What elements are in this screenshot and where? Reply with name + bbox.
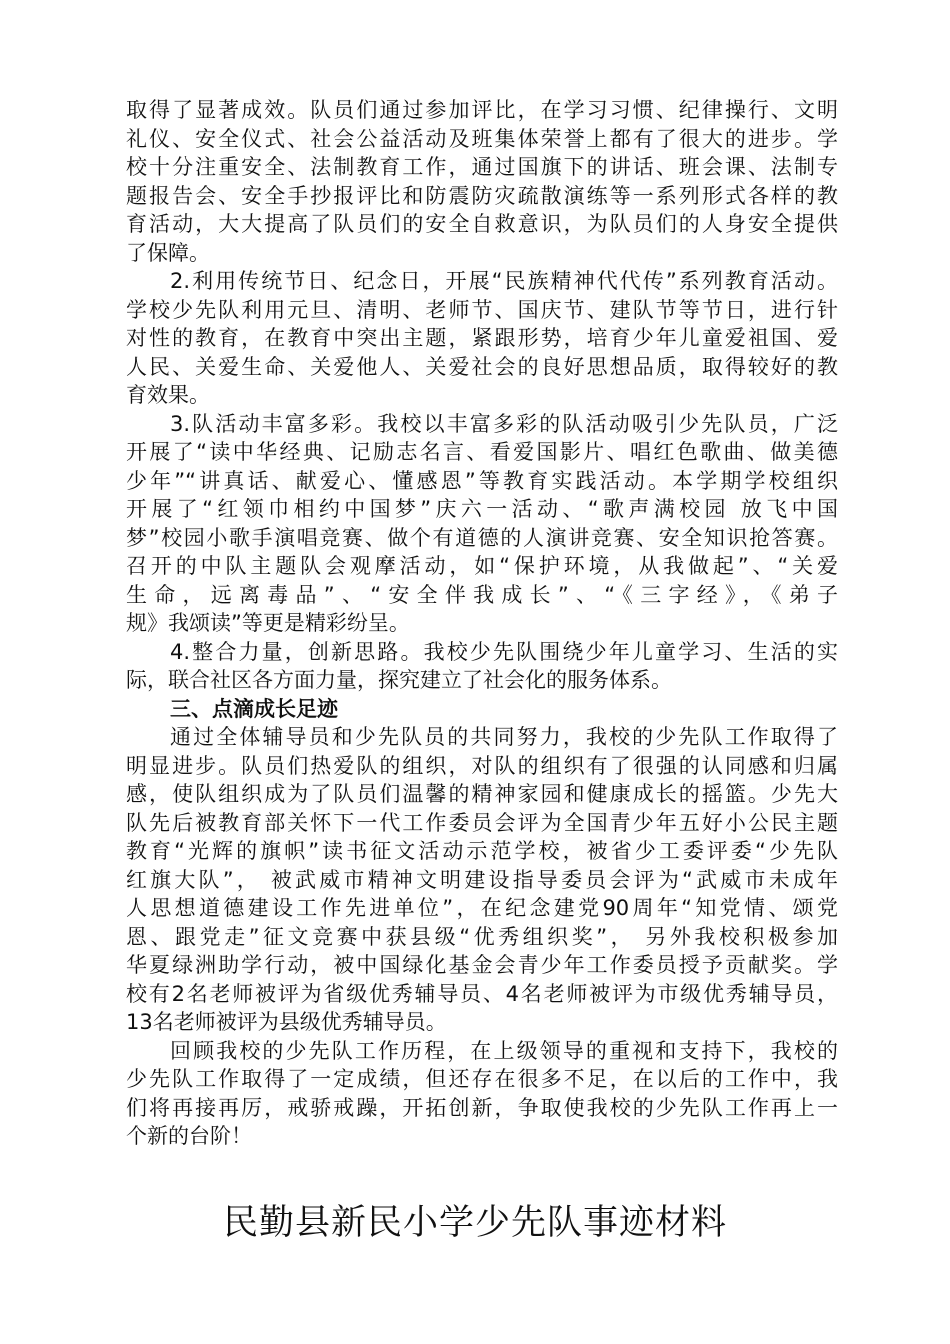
paragraph-line: 对性的教育，在教育中突出主题，紧跟形势，培育少年儿童爱祖国、爱 [126,326,838,350]
paragraph-line: 红旗大队”， 被武威市精神文明建设指导委员会评为“武威市未成年 [126,867,838,892]
paragraph-line: 召开的中队主题队会观摩活动，如“保护环境，从我做起”、“关爱 [126,554,838,578]
paragraph-line: 少先队工作取得了一定成绩，但还存在很多不足，在以后的工作中，我 [126,1067,838,1091]
paragraph-line: 华夏绿洲助学行动，被中国绿化基金会青少年工作委员授予贡献奖。学 [126,953,838,977]
paragraph-line: 礼仪、安全仪式、社会公益活动及班集体荣誉上都有了很大的进步。学 [126,126,838,151]
paragraph-line: 开展了“读中华经典、记励志名言、看爱国影片、唱红色歌曲、做美德 [126,440,838,464]
paragraph-line: 少年”“讲真话、献爱心、懂感恩”等教育实践活动。本学期学校组织 [126,468,838,493]
paragraph-line: 学校少先队利用元旦、清明、老师节、国庆节、建队节等节日，进行针 [126,297,838,322]
paragraph-line: 4.整合力量，创新思路。我校少先队围绕少年儿童学习、生活的实 [170,639,838,664]
document-body [126,96,838,1151]
paragraph-line: 3.队活动丰富多彩。我校以丰富多彩的队活动吸引少先队员，广泛 [170,411,838,436]
paragraph-line: 了保障。 [126,240,210,265]
document-title: 民勤县新民小学少先队事迹材料 [222,1203,727,1243]
paragraph-line: 育活动，大大提高了队员们的安全自救意识，为队员们的人身安全提供 [126,212,838,236]
paragraph-line: 人民、关爱生命、关爱他人、关爱社会的良好思想品质，取得较好的教 [126,354,838,379]
paragraph-line: 通过全体辅导员和少先队员的共同努力，我校的少先队工作取得了 [170,725,838,749]
paragraph-line: 明显进步。队员们热爱队的组织，对队的组织有了很强的认同感和归属 [126,753,838,778]
paragraph-line: 恩、跟党走”征文竞赛中获县级“优秀组织奖”， 另外我校积极参加 [126,924,838,949]
paragraph-line: 际，联合社区各方面力量，探究建立了社会化的服务体系。 [126,668,672,692]
paragraph-line: 人思想道德建设工作先进单位”，在纪念建党90周年“知党情、颂党 [126,896,838,920]
paragraph-line: 题报告会、安全手抄报评比和防震防灾疏散演练等一系列形式各样的教 [126,183,838,208]
paragraph-line: 育效果。 [126,383,210,407]
paragraph-line: 教育“光辉的旗帜”读书征文活动示范学校，被省少工委评委“少先队 [126,839,838,863]
paragraph-line: 取得了显著成效。队员们通过参加评比，在学习习惯、纪律操行、文明 [126,98,838,122]
section-heading: 三、点滴成长足迹 [170,696,338,721]
paragraph-line: 个新的台阶！ [126,1124,252,1148]
paragraph-line: 2.利用传统节日、纪念日，开展“民族精神代代传”系列教育活动。 [170,269,838,293]
paragraph-line: 感，使队组织成为了队员们温馨的精神家园和健康成长的摇篮。少先大 [126,782,838,806]
paragraph-line: 13名老师被评为县级优秀辅导员。 [126,1010,447,1034]
paragraph-line: 队先后被教育部关怀下一代工作委员会评为全国青少年五好小公民主题 [126,810,838,835]
paragraph-line: 们将再接再厉，戒骄戒躁，开拓创新，争取使我校的少先队工作再上一 [126,1095,838,1120]
paragraph-line: 校十分注重安全、法制教育工作，通过国旗下的讲话、班会课、法制专 [126,155,838,179]
paragraph-line: 梦”校园小歌手演唱竞赛、做个有道德的人演讲竞赛、安全知识抢答赛。 [126,525,838,550]
paragraph-line: 回顾我校的少先队工作历程，在上级领导的重视和支持下，我校的 [170,1038,838,1063]
paragraph-line: 生命，远离毒品”、“安全伴我成长”、“《三字经》，《弟子 [126,582,838,607]
paragraph-line: 开展了“红领巾相约中国梦”庆六一活动、“歌声满校园 放飞中国 [126,497,838,521]
paragraph-line: 规》我颂读”等更是精彩纷呈。 [126,611,410,635]
paragraph-line: 校有2名老师被评为省级优秀辅导员、4名老师被评为市级优秀辅导员， [126,981,838,1006]
